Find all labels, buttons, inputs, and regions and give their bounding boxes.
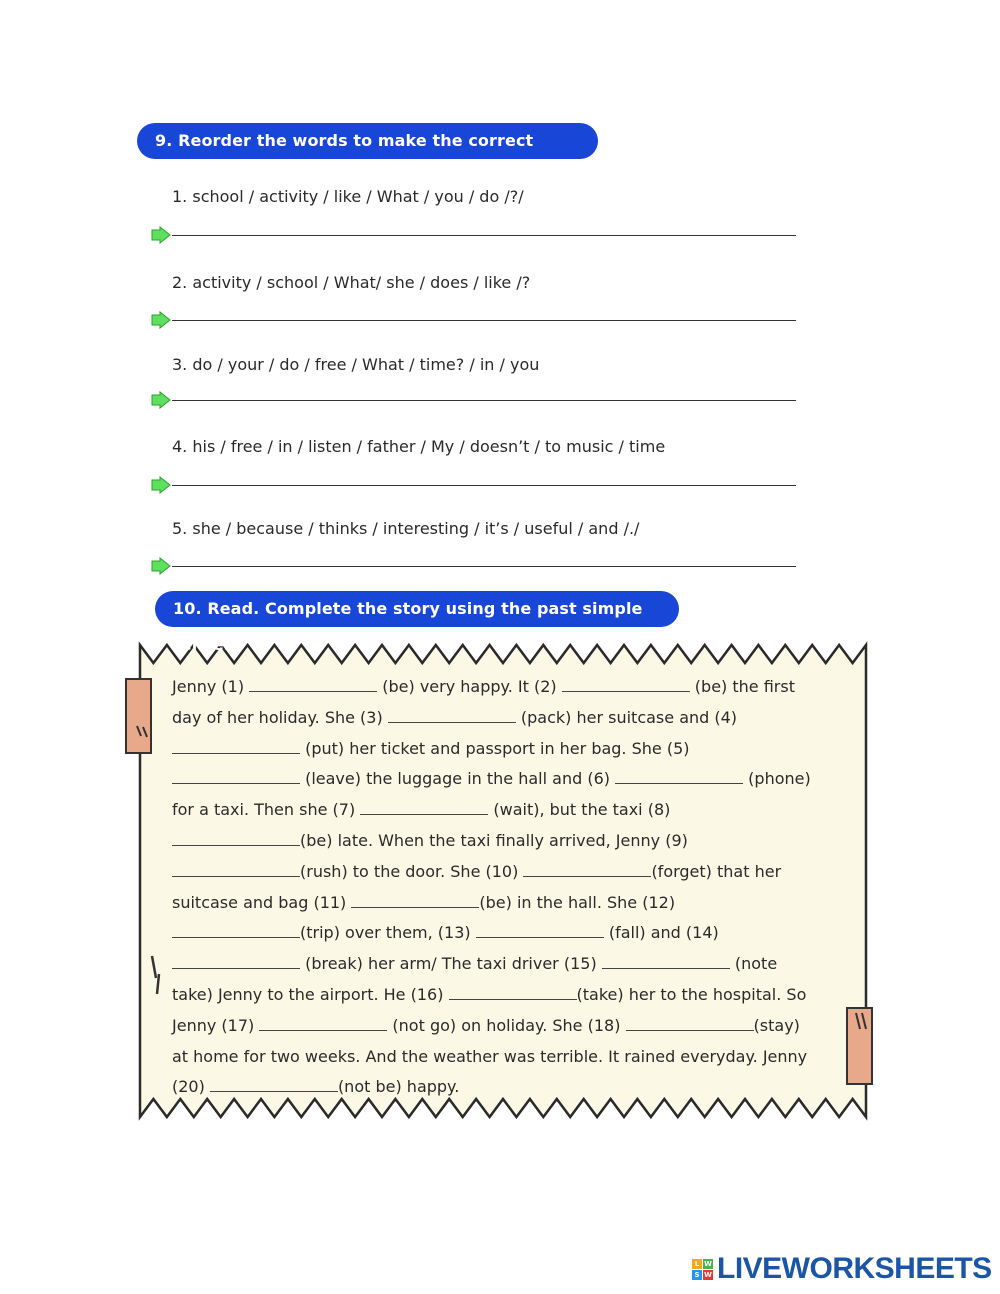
question-1: 1. school / activity / like / What / you / do /?/ (172, 187, 524, 206)
story-line (172, 1011, 837, 1042)
story-text-segment: Jenny (17) (172, 1015, 260, 1035)
blank-input-8[interactable] (172, 831, 300, 846)
story-line (172, 795, 837, 826)
blank-input-14[interactable] (172, 954, 300, 969)
story-text-segment: (20) (172, 1077, 210, 1097)
section10-title: 10. Read. Complete the story using the past simple tense. (155, 591, 679, 627)
blank-input-4[interactable] (172, 739, 300, 754)
story-line (172, 918, 837, 949)
story-line (172, 703, 837, 734)
question-5: 5. she / because / thinks / interesting / it’s / useful / and /./ (172, 519, 640, 538)
logo-tile: W (704, 1259, 712, 1268)
story-text-segment: (put) her ticket and passport in her bag. She (5) (300, 738, 690, 758)
story-text-segment: (be) very happy. It (2) (377, 677, 562, 696)
question-2: 2. activity / school / What/ she / does / like /? (172, 273, 531, 292)
story-text-segment: day of her holiday. She (3) (172, 707, 388, 727)
story-text-segment: (trip) over them, (13) (300, 923, 476, 943)
blank-input-9[interactable] (172, 862, 300, 877)
blank-input-18[interactable] (626, 1016, 754, 1031)
section9-title: 9. Reorder the words to make the correct sentence. (137, 123, 598, 159)
blank-input-17[interactable] (259, 1016, 387, 1031)
story-text-segment: (break) her arm/ The taxi driver (15) (300, 954, 602, 974)
blank-input-7[interactable] (360, 800, 488, 815)
story-text-segment: (be) late. When the taxi finally arrived, Jenny (9) (300, 830, 688, 850)
story-text-segment: (pack) her suitcase and (4) (515, 707, 738, 727)
story-line (172, 764, 837, 795)
story-text-segment: (note (729, 954, 778, 974)
story-line (172, 1042, 837, 1073)
liveworksheets-logo (692, 1253, 992, 1285)
paper-clip-tab-icon (125, 678, 152, 754)
blank-input-12[interactable] (172, 923, 300, 938)
blank-input-1[interactable] (249, 677, 377, 692)
story-text-segment: Jenny (1) (172, 677, 250, 696)
story-text-segment: take) Jenny to the airport. He (16) (172, 984, 449, 1004)
blank-input-2[interactable] (562, 677, 690, 692)
story-text-segment: (stay) (753, 1015, 800, 1035)
blank-input-3[interactable] (388, 708, 516, 723)
story-text-segment: (take) her to the hospital. So (576, 984, 807, 1004)
logo-tile: L (692, 1259, 702, 1269)
tear-mark-icon (150, 954, 164, 996)
story-text-segment: for a taxi. Then she (7) (172, 800, 361, 820)
blank-input-10[interactable] (523, 862, 651, 877)
blank-input-13[interactable] (476, 923, 604, 938)
story-line (172, 888, 837, 919)
blank-input-11[interactable] (351, 893, 479, 908)
paper-clip-tab-icon (846, 1007, 873, 1085)
story-text-segment: (rush) to the door. She (10) (300, 861, 524, 881)
story-line (172, 980, 837, 1011)
story-text-segment: (fall) and (14) (603, 923, 719, 943)
logo-tiles-icon (692, 1259, 713, 1280)
story-text-segment: suitcase and bag (11) (172, 892, 352, 912)
story-text-segment: (be) in the hall. She (12) (479, 892, 676, 912)
blank-input-19[interactable] (210, 1077, 338, 1092)
story-line (172, 734, 837, 765)
blank-input-6[interactable] (615, 769, 743, 784)
clip-mark-icon (127, 680, 149, 750)
question-3: 3. do / your / do / free / What / time? / in / you (172, 355, 540, 374)
clip-mark-icon (848, 1009, 870, 1079)
story-line (172, 949, 837, 980)
story-text-segment: (leave) the luggage in the hall and (6) (300, 769, 616, 789)
story-text-segment: (not go) on holiday. She (18) (387, 1015, 626, 1035)
story-line (172, 826, 837, 857)
story-text-segment: (be) the first (689, 677, 795, 696)
logo-text: LIVEWORKSHEETS (717, 1252, 992, 1285)
story-text-segment: (wait), but the taxi (8) (488, 800, 671, 820)
story-line (172, 857, 837, 888)
story-text (172, 672, 837, 1103)
story-text-segment: (not be) happy. (337, 1077, 460, 1097)
story-line (172, 672, 837, 703)
story-text-segment: (forget) that her (651, 861, 782, 881)
question-4: 4. his / free / in / listen / father / My / doesn’t / to music / time (172, 437, 666, 456)
blank-input-5[interactable] (172, 769, 300, 784)
blank-input-16[interactable] (449, 985, 577, 1000)
blank-input-15[interactable] (602, 954, 730, 969)
story-line (172, 1072, 837, 1103)
story-text-segment: at home for two weeks. And the weather was terrible. It rained everyday. Jenny (172, 1046, 808, 1066)
logo-tile: S (692, 1270, 702, 1280)
story-text-segment: (phone) (743, 769, 811, 789)
logo-tile: W (704, 1270, 712, 1279)
